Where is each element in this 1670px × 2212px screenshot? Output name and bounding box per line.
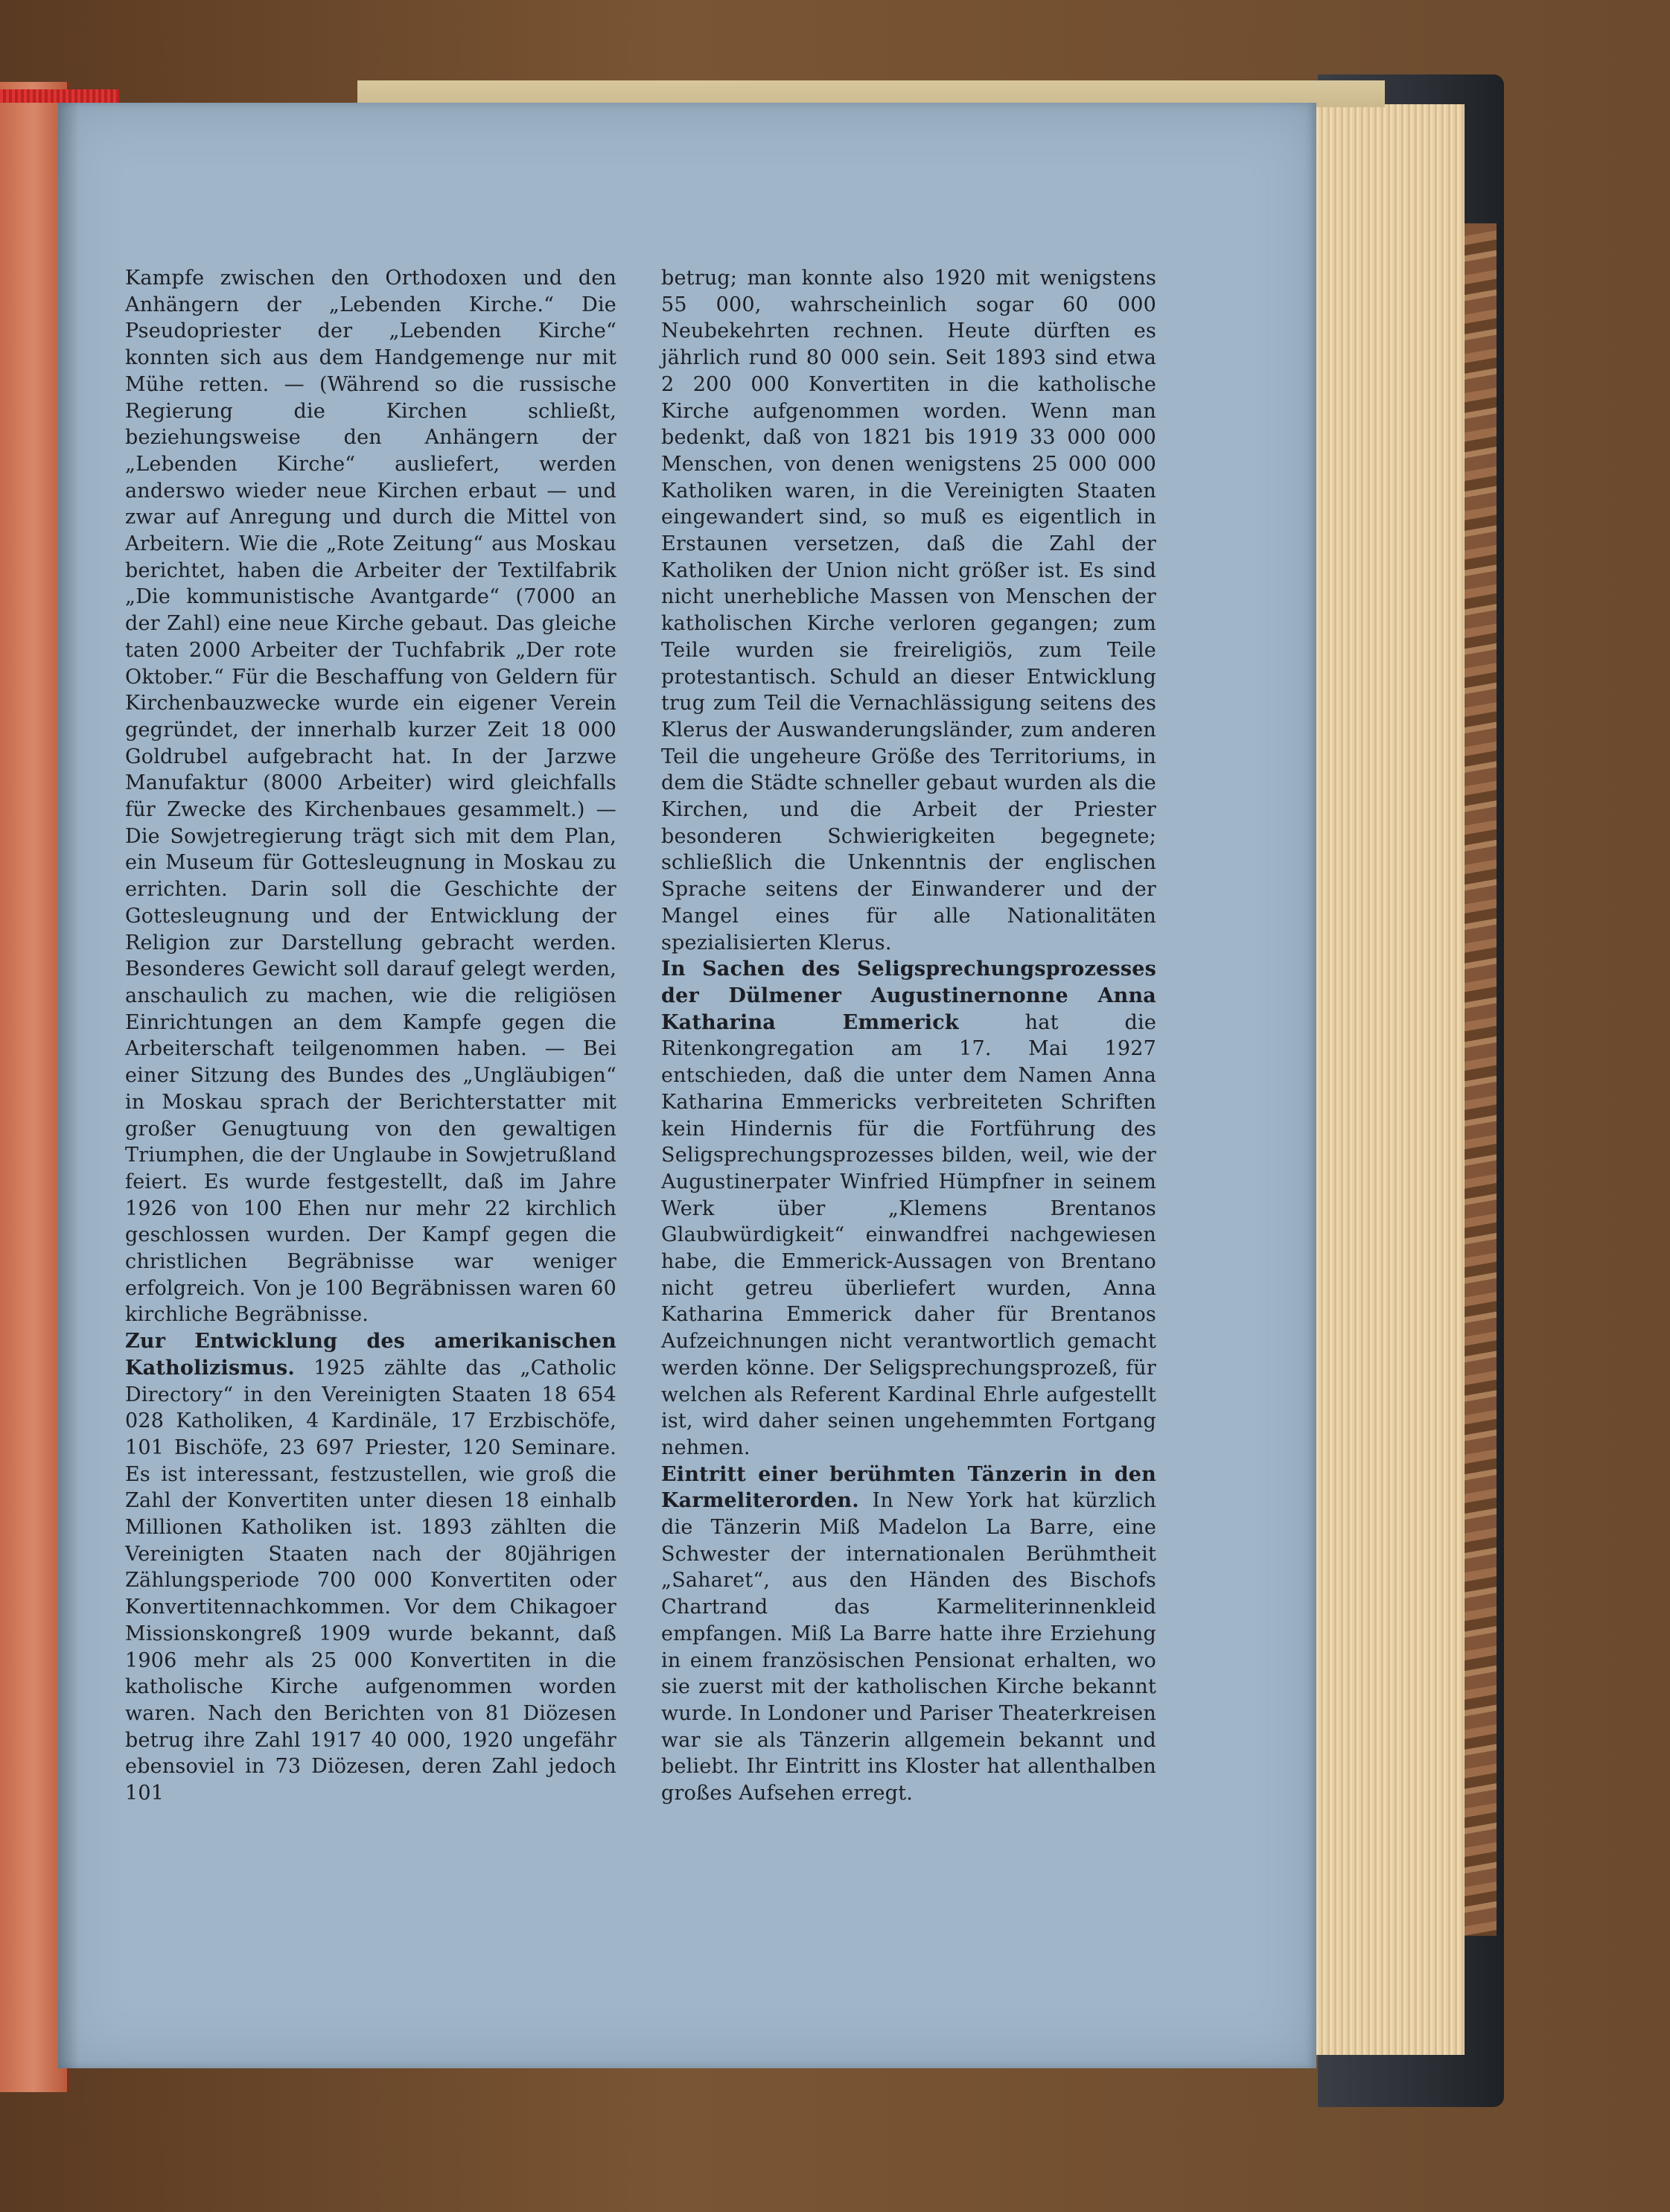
right-text-column — [661, 265, 1156, 1807]
paragraph — [125, 265, 616, 1328]
section-heading: Zur Entwicklung des amerikanischen Katholizismus. — [125, 1330, 616, 1380]
left-text-column — [125, 265, 616, 1807]
paragraph — [661, 1462, 1156, 1807]
paragraph — [661, 956, 1156, 1461]
marbled-cover-edge — [1459, 223, 1497, 1936]
paragraph — [125, 1328, 616, 1807]
left-cover-edge — [0, 89, 119, 103]
paragraph-text: hat die Ritenkongregation am 17. Mai 1927 entschieden, daß die unter dem Namen Anna Katharina Emmericks verbreiteten Schriften kein Hindernis für die Fortführung des Seligsprechungsprozesses bilden, weil, wie der Augustinerpater Winfried Hümpfner in seinem Werk über „Klemens Brentanos Glaubwürdigkeit“ einwandfrei nachgewiesen habe, die Emmerick-Aussagen von Brentano nicht getreu überliefert wurden, Anna Katharina Emmerick daher für Brentanos Aufzeichnungen nicht verantwortlich gemacht werden könne. Der Seligsprechungsprozeß, für welchen als Referent Kardinal Ehrle aufgestellt ist, wird daher seinen ungehemmten Fortgang nehmen. — [661, 1010, 1156, 1459]
page-stack-edges — [1310, 104, 1465, 2055]
section-heading: In Sachen des Seligsprechungsprozesses der Dülmener Augustinernonne Anna Katharina Emmerick — [661, 957, 1156, 1034]
paragraph-text: In New York hat kürzlich die Tänzerin Miß Madelon La Barre, eine Schwester der internationalen Berühmtheit „Saharet“, aus den Händen des Bischofs Chartrand das Karmeliterinnenkleid empfangen. Miß La Barre hatte ihre Erziehung in einem französischen Pensionat erhalten, wo sie zuerst mit der katholischen Kirche bekannt wurde. In Londoner und Pariser Theaterkreisen war sie als Tänzerin allgemein bekannt und beliebt. Ihr Eintritt ins Kloster hat allenthalben großes Aufsehen erregt. — [661, 1489, 1156, 1805]
paragraph-text: betrug; man konnte also 1920 mit wenigstens 55 000, wahrscheinlich sogar 60 000 Neubekehrten rechnen. Heute dürften es jährlich rund 80 000 sein. Seit 1893 sind etwa 2 200 000 Konvertiten in die katholische Kirche aufgenommen worden. Wenn man bedenkt, daß von 1821 bis 1919 33 000 000 Menschen, von denen wenigstens 25 000 000 Katholiken waren, in die Vereinigten Staaten eingewandert sind, so muß es eigentlich in Erstaunen versetzen, daß die Zahl der Katholiken der Union nicht größer ist. Es sind nicht unerhebliche Massen von Menschen der katholischen Kirche verloren gegangen; zum Teile wurden sie freireligiös, zum Teile protestantisch. Schuld an dieser Entwicklung trug zum Teil die Vernachlässigung seitens des Klerus der Auswanderungsländer, zum anderen Teil die ungeheure Größe des Territoriums, in dem die Städte schneller gebaut wurden als die Kirchen, und die Arbeit der Priester besonderen Schwierigkeiten begegnete; schließlich die Unkenntnis der englischen Sprache seitens der Einwanderer und der Mangel eines für alle Nationalitäten spezialisierten Klerus. — [661, 267, 1156, 954]
paragraph-text: Kampfe zwischen den Orthodoxen und den Anhängern der „Lebenden Kirche.“ Die Pseudopriester der „Lebenden Kirche“ konnten sich aus dem Handgemenge nur mit Mühe retten. — (Während so die russische Regierung die Kirchen schließt, beziehungsweise den Anhängern der „Lebenden Kirche“ ausliefert, werden anderswo wieder neue Kirchen erbaut — und zwar auf Anregung und durch die Mittel von Arbeitern. Wie die „Rote Zeitung“ aus Moskau berichtet, haben die Arbeiter der Textilfabrik „Die kommunistische Avantgarde“ (7000 an der Zahl) eine neue Kirche gebaut. Das gleiche taten 2000 Arbeiter der Tuchfabrik „Der rote Oktober.“ Für die Beschaffung von Geldern für Kirchenbauzwecke wurde ein eigener Verein gegründet, der innerhalb kurzer Zeit 18 000 Goldrubel aufgebracht hat. In der Jarzwe Manufaktur (8000 Arbeiter) wird gleichfalls für Zwecke des Kirchenbaues gesammelt.) — Die Sowjetregierung trägt sich mit dem Plan, ein Museum für Gottesleugnung in Moskau zu errichten. Darin soll die Geschichte der Gottesleugnung und der Entwicklung der Religion zur Darstellung gebracht werden. Besonderes Gewicht soll darauf gelegt werden, anschaulich zu machen, wie die religiösen Einrichtungen an dem Kampfe gegen die Arbeiterschaft teilgenommen haben. — Bei einer Sitzung des Bundes des „Ungläubigen“ in Moskau sprach der Berichterstatter mit großer Genugtuung von den gewaltigen Triumphen, die der Unglaube in Sowjetrußland feiert. Es wurde festgestellt, daß im Jahre 1926 von 100 Ehen nur mehr 22 kirchlich geschlossen wurden. Der Kampf gegen die christlichen Begräbnisse war weniger erfolgreich. Von je 100 Begräbnissen waren 60 kirchliche Begräbnisse. — [125, 267, 616, 1327]
paragraph-text: 1925 zählte das „Catholic Directory“ in den Vereinigten Staaten 18 654 028 Katholiken, 4 Kardinäle, 17 Erzbischöfe, 101 Bischöfe, 23 697 Priester, 120 Seminare. Es ist interessant, festzustellen, wie groß die Zahl der Konvertiten unter diesen 18 einhalb Millionen Katholiken ist. 1893 zählten die Vereinigten Staaten nach der 80jährigen Zählungsperiode 700 000 Konvertiten oder Konvertitennachkommen. Vor dem Chikagoer Missionskongreß 1909 wurde bekannt, daß 1906 mehr als 25 000 Konvertiten in die katholische Kirche aufgenommen worden waren. Nach den Berichten von 81 Diözesen betrug ihre Zahl 1917 40 000, 1920 ungefähr ebensoviel in 73 Diözesen, deren Zahl jedoch 101 — [125, 1356, 616, 1805]
paragraph — [661, 265, 1156, 956]
section-heading: Eintritt einer berühmten Tänzerin in den Karmeliterorden. — [661, 1462, 1156, 1513]
